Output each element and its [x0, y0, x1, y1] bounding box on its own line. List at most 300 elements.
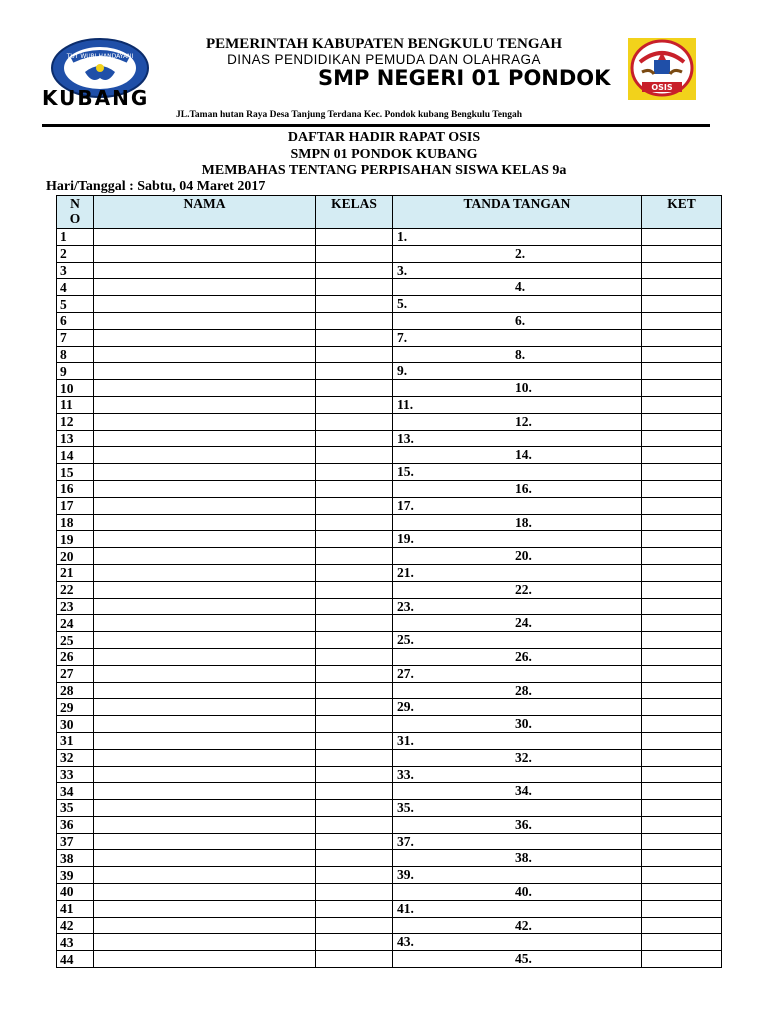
- table-row: [57, 732, 722, 749]
- row-number: 30: [57, 716, 94, 733]
- name-cell[interactable]: [94, 363, 316, 380]
- ket-cell[interactable]: [642, 396, 722, 413]
- ket-cell[interactable]: [642, 766, 722, 783]
- attendance-table: [56, 195, 722, 968]
- meeting-date: Hari/Tanggal : Sabtu, 04 Maret 2017: [46, 179, 266, 194]
- ket-cell[interactable]: [642, 464, 722, 481]
- row-number: 7: [57, 329, 94, 346]
- ket-cell[interactable]: [642, 951, 722, 968]
- signature-cell[interactable]: [393, 312, 642, 329]
- signature-number: 20.: [515, 548, 532, 564]
- signature-cell[interactable]: [393, 480, 642, 497]
- signature-number: 45.: [515, 951, 532, 967]
- signature-cell[interactable]: [393, 497, 642, 514]
- class-cell[interactable]: [316, 346, 393, 363]
- name-cell[interactable]: [94, 279, 316, 296]
- name-cell[interactable]: [94, 850, 316, 867]
- class-cell[interactable]: [316, 732, 393, 749]
- signature-cell[interactable]: [393, 749, 642, 766]
- signature-cell[interactable]: [393, 648, 642, 665]
- name-cell[interactable]: [94, 632, 316, 649]
- name-cell[interactable]: [94, 951, 316, 968]
- signature-number: 1.: [397, 229, 408, 244]
- signature-cell[interactable]: [393, 531, 642, 548]
- signature-number: 38.: [515, 850, 532, 866]
- name-cell[interactable]: [94, 480, 316, 497]
- name-cell[interactable]: [94, 665, 316, 682]
- signature-number: 6.: [515, 312, 526, 328]
- name-cell[interactable]: [94, 413, 316, 430]
- table-row: [57, 682, 722, 699]
- class-cell[interactable]: [316, 900, 393, 917]
- class-cell[interactable]: [316, 430, 393, 447]
- signature-number: 34.: [515, 783, 532, 799]
- ket-cell[interactable]: [642, 615, 722, 632]
- signature-cell[interactable]: [393, 934, 642, 951]
- table-row: [57, 430, 722, 447]
- table-header-row: [57, 196, 722, 229]
- class-cell[interactable]: [316, 783, 393, 800]
- signature-cell[interactable]: [393, 716, 642, 733]
- signature-cell[interactable]: [393, 564, 642, 581]
- name-cell[interactable]: [94, 783, 316, 800]
- row-number: 9: [57, 363, 94, 380]
- row-number: 38: [57, 850, 94, 867]
- row-number: 28: [57, 682, 94, 699]
- ket-cell[interactable]: [642, 749, 722, 766]
- name-cell[interactable]: [94, 396, 316, 413]
- signature-cell[interactable]: [393, 598, 642, 615]
- table-row: [57, 716, 722, 733]
- table-row: [57, 279, 722, 296]
- name-cell[interactable]: [94, 749, 316, 766]
- signature-number: 42.: [515, 917, 532, 933]
- ket-cell[interactable]: [642, 531, 722, 548]
- table-row: [57, 951, 722, 968]
- signature-cell[interactable]: [393, 245, 642, 262]
- ket-cell[interactable]: [642, 514, 722, 531]
- class-cell[interactable]: [316, 934, 393, 951]
- name-cell[interactable]: [94, 732, 316, 749]
- signature-number: 10.: [515, 380, 532, 396]
- name-cell[interactable]: [94, 514, 316, 531]
- signature-cell[interactable]: [393, 867, 642, 884]
- name-cell[interactable]: [94, 699, 316, 716]
- ket-cell[interactable]: [642, 917, 722, 934]
- signature-cell[interactable]: [393, 917, 642, 934]
- ket-cell[interactable]: [642, 312, 722, 329]
- signature-cell[interactable]: [393, 615, 642, 632]
- signature-cell[interactable]: [393, 380, 642, 397]
- row-number: 34: [57, 783, 94, 800]
- signature-number: 40.: [515, 884, 532, 900]
- name-cell[interactable]: [94, 296, 316, 313]
- signature-cell[interactable]: [393, 900, 642, 917]
- name-cell[interactable]: [94, 564, 316, 581]
- ket-cell[interactable]: [642, 548, 722, 565]
- ket-cell[interactable]: [642, 816, 722, 833]
- table-row: [57, 548, 722, 565]
- row-number: 27: [57, 665, 94, 682]
- signature-cell[interactable]: [393, 447, 642, 464]
- signature-number: 8.: [515, 346, 526, 362]
- header-nama: NAMA: [94, 196, 316, 229]
- signature-cell[interactable]: [393, 262, 642, 279]
- row-number: 10: [57, 380, 94, 397]
- table-row: [57, 598, 722, 615]
- table-row: [57, 464, 722, 481]
- row-number: 37: [57, 833, 94, 850]
- row-number: 23: [57, 598, 94, 615]
- table-row: [57, 447, 722, 464]
- table-row: [57, 816, 722, 833]
- signature-number: 23.: [397, 598, 414, 614]
- class-cell[interactable]: [316, 296, 393, 313]
- right-logo-text: OSIS: [651, 83, 673, 92]
- ket-cell[interactable]: [642, 245, 722, 262]
- table-row: [57, 413, 722, 430]
- ket-cell[interactable]: [642, 833, 722, 850]
- ket-cell[interactable]: [642, 296, 722, 313]
- row-number: 39: [57, 867, 94, 884]
- signature-number: 9.: [397, 363, 408, 379]
- ket-cell[interactable]: [642, 732, 722, 749]
- name-cell[interactable]: [94, 312, 316, 329]
- signature-cell[interactable]: [393, 951, 642, 968]
- name-cell[interactable]: [94, 464, 316, 481]
- row-number: 1: [57, 229, 94, 246]
- ket-cell[interactable]: [642, 632, 722, 649]
- table-row: [57, 632, 722, 649]
- signature-cell[interactable]: [393, 279, 642, 296]
- name-cell[interactable]: [94, 934, 316, 951]
- row-number: 42: [57, 917, 94, 934]
- class-cell[interactable]: [316, 766, 393, 783]
- signature-number: 2.: [515, 245, 526, 261]
- header-line-1: PEMERINTAH KABUPATEN BENGKULU TENGAH: [205, 36, 562, 52]
- table-row: [57, 900, 722, 917]
- signature-number: 14.: [515, 447, 532, 463]
- class-cell[interactable]: [316, 699, 393, 716]
- signature-cell[interactable]: [393, 329, 642, 346]
- signature-number: 28.: [515, 682, 532, 698]
- signature-number: 33.: [397, 766, 414, 782]
- ket-cell[interactable]: [642, 346, 722, 363]
- signature-cell[interactable]: [393, 396, 642, 413]
- ket-cell[interactable]: [642, 581, 722, 598]
- signature-cell[interactable]: [393, 464, 642, 481]
- signature-number: 13.: [397, 430, 414, 446]
- class-cell[interactable]: [316, 816, 393, 833]
- class-cell[interactable]: [316, 749, 393, 766]
- ket-cell[interactable]: [642, 497, 722, 514]
- table-row: [57, 766, 722, 783]
- class-cell[interactable]: [316, 262, 393, 279]
- class-cell[interactable]: [316, 497, 393, 514]
- school-name: SMP NEGERI 01 PONDOK: [318, 66, 611, 90]
- table-row: [57, 480, 722, 497]
- name-cell[interactable]: [94, 800, 316, 817]
- row-number: 22: [57, 581, 94, 598]
- signature-number: 26.: [515, 648, 532, 664]
- name-cell[interactable]: [94, 816, 316, 833]
- table-row: [57, 312, 722, 329]
- name-cell[interactable]: [94, 833, 316, 850]
- left-logo-text: TUT WURI HANDAYANI: [66, 53, 134, 60]
- name-cell[interactable]: [94, 598, 316, 615]
- table-row: [57, 296, 722, 313]
- name-cell[interactable]: [94, 262, 316, 279]
- class-cell[interactable]: [316, 329, 393, 346]
- signature-number: 16.: [515, 480, 532, 496]
- row-number: 36: [57, 816, 94, 833]
- class-cell[interactable]: [316, 279, 393, 296]
- name-cell[interactable]: [94, 917, 316, 934]
- table-row: [57, 850, 722, 867]
- signature-cell[interactable]: [393, 800, 642, 817]
- class-cell[interactable]: [316, 716, 393, 733]
- signature-cell[interactable]: [393, 884, 642, 901]
- signature-cell[interactable]: [393, 413, 642, 430]
- signature-cell[interactable]: [393, 833, 642, 850]
- signature-cell[interactable]: [393, 346, 642, 363]
- signature-cell[interactable]: [393, 514, 642, 531]
- row-number: 15: [57, 464, 94, 481]
- signature-number: 27.: [397, 665, 414, 681]
- ket-cell[interactable]: [642, 363, 722, 380]
- class-cell[interactable]: [316, 581, 393, 598]
- table-row: [57, 665, 722, 682]
- row-number: 13: [57, 430, 94, 447]
- ket-cell[interactable]: [642, 447, 722, 464]
- table-row: [57, 800, 722, 817]
- name-cell[interactable]: [94, 884, 316, 901]
- name-cell[interactable]: [94, 531, 316, 548]
- ket-cell[interactable]: [642, 413, 722, 430]
- name-cell[interactable]: [94, 380, 316, 397]
- table-row: [57, 531, 722, 548]
- class-cell[interactable]: [316, 850, 393, 867]
- row-number: 14: [57, 447, 94, 464]
- ket-cell[interactable]: [642, 699, 722, 716]
- ket-cell[interactable]: [642, 598, 722, 615]
- class-cell[interactable]: [316, 884, 393, 901]
- ket-cell[interactable]: [642, 867, 722, 884]
- signature-number: 12.: [515, 413, 532, 429]
- document-topic: MEMBAHAS TENTANG PERPISAHAN SISWA KELAS 9a: [201, 163, 567, 178]
- ket-cell[interactable]: [642, 682, 722, 699]
- signature-number: 7.: [397, 329, 408, 345]
- table-row: [57, 884, 722, 901]
- class-cell[interactable]: [316, 396, 393, 413]
- name-cell[interactable]: [94, 329, 316, 346]
- signature-cell[interactable]: [393, 783, 642, 800]
- signature-number: 18.: [515, 514, 532, 530]
- row-number: 6: [57, 312, 94, 329]
- signature-number: 22.: [515, 581, 532, 597]
- signature-number: 11.: [397, 396, 414, 412]
- name-cell[interactable]: [94, 867, 316, 884]
- row-number: 5: [57, 296, 94, 313]
- name-cell[interactable]: [94, 900, 316, 917]
- signature-cell[interactable]: [393, 732, 642, 749]
- class-cell[interactable]: [316, 363, 393, 380]
- class-cell[interactable]: [316, 917, 393, 934]
- signature-cell[interactable]: [393, 430, 642, 447]
- class-cell[interactable]: [316, 951, 393, 968]
- name-cell[interactable]: [94, 430, 316, 447]
- class-cell[interactable]: [316, 531, 393, 548]
- class-cell[interactable]: [316, 833, 393, 850]
- ket-cell[interactable]: [642, 279, 722, 296]
- row-number: 11: [57, 396, 94, 413]
- class-cell[interactable]: [316, 867, 393, 884]
- ket-cell[interactable]: [642, 480, 722, 497]
- class-cell[interactable]: [316, 548, 393, 565]
- class-cell[interactable]: [316, 564, 393, 581]
- class-cell[interactable]: [316, 648, 393, 665]
- signature-cell[interactable]: [393, 682, 642, 699]
- table-row: [57, 262, 722, 279]
- class-cell[interactable]: [316, 480, 393, 497]
- osis-emblem-icon: [628, 38, 696, 100]
- ket-cell[interactable]: [642, 884, 722, 901]
- signature-number: 25.: [397, 632, 414, 648]
- table-row: [57, 934, 722, 951]
- ket-cell[interactable]: [642, 329, 722, 346]
- signature-cell[interactable]: [393, 816, 642, 833]
- header-divider: [42, 124, 710, 127]
- row-number: 18: [57, 514, 94, 531]
- signature-number: 29.: [397, 699, 414, 715]
- table-row: [57, 699, 722, 716]
- signature-cell[interactable]: [393, 363, 642, 380]
- signature-number: 24.: [515, 615, 532, 631]
- signature-cell[interactable]: [393, 632, 642, 649]
- table-row: [57, 363, 722, 380]
- name-cell[interactable]: [94, 615, 316, 632]
- signature-cell[interactable]: [393, 699, 642, 716]
- signature-cell[interactable]: [393, 581, 642, 598]
- name-cell[interactable]: [94, 245, 316, 262]
- class-cell[interactable]: [316, 245, 393, 262]
- table-row: [57, 783, 722, 800]
- name-cell[interactable]: [94, 229, 316, 246]
- row-number: 17: [57, 497, 94, 514]
- name-cell[interactable]: [94, 548, 316, 565]
- table-row: [57, 564, 722, 581]
- ket-cell[interactable]: [642, 665, 722, 682]
- name-cell[interactable]: [94, 648, 316, 665]
- document-subtitle: SMPN 01 PONDOK KUBANG: [290, 147, 478, 162]
- name-cell[interactable]: [94, 766, 316, 783]
- signature-number: 32.: [515, 749, 532, 765]
- row-number: 24: [57, 615, 94, 632]
- name-cell[interactable]: [94, 497, 316, 514]
- name-cell[interactable]: [94, 682, 316, 699]
- name-cell[interactable]: [94, 716, 316, 733]
- table-row: [57, 497, 722, 514]
- document-title: DAFTAR HADIR RAPAT OSIS: [287, 130, 481, 145]
- header-tanda-tangan: TANDA TANGAN: [393, 196, 642, 229]
- signature-number: 31.: [397, 732, 414, 748]
- class-cell[interactable]: [316, 447, 393, 464]
- row-number: 20: [57, 548, 94, 565]
- ket-cell[interactable]: [642, 934, 722, 951]
- ket-cell[interactable]: [642, 800, 722, 817]
- class-cell[interactable]: [316, 312, 393, 329]
- table-row: [57, 581, 722, 598]
- class-cell[interactable]: [316, 800, 393, 817]
- class-cell[interactable]: [316, 598, 393, 615]
- signature-number: 41.: [397, 900, 414, 916]
- signature-number: 36.: [515, 816, 532, 832]
- table-row: [57, 396, 722, 413]
- ket-cell[interactable]: [642, 900, 722, 917]
- signature-number: 30.: [515, 716, 532, 732]
- ket-cell[interactable]: [642, 783, 722, 800]
- signature-number: 43.: [397, 934, 414, 950]
- signature-cell[interactable]: [393, 850, 642, 867]
- table-row: [57, 229, 722, 246]
- class-cell[interactable]: [316, 615, 393, 632]
- row-number: 40: [57, 884, 94, 901]
- signature-number: 15.: [397, 464, 414, 480]
- name-cell[interactable]: [94, 581, 316, 598]
- row-number: 2: [57, 245, 94, 262]
- header-no-line1: N: [70, 196, 80, 211]
- class-cell[interactable]: [316, 665, 393, 682]
- class-cell[interactable]: [316, 682, 393, 699]
- row-number: 26: [57, 648, 94, 665]
- class-cell[interactable]: [316, 380, 393, 397]
- class-cell[interactable]: [316, 514, 393, 531]
- signature-cell[interactable]: [393, 766, 642, 783]
- header-kelas: KELAS: [316, 196, 393, 229]
- ket-cell[interactable]: [642, 716, 722, 733]
- ket-cell[interactable]: [642, 648, 722, 665]
- signature-cell[interactable]: [393, 229, 642, 246]
- ket-cell[interactable]: [642, 430, 722, 447]
- class-cell[interactable]: [316, 413, 393, 430]
- row-number: 16: [57, 480, 94, 497]
- ket-cell[interactable]: [642, 380, 722, 397]
- table-row: [57, 615, 722, 632]
- ket-cell[interactable]: [642, 564, 722, 581]
- signature-cell[interactable]: [393, 548, 642, 565]
- header-line-2: DINAS PENDIDIKAN PEMUDA DAN OLAHRAGA: [227, 52, 541, 67]
- class-cell[interactable]: [316, 229, 393, 246]
- row-number: 35: [57, 800, 94, 817]
- ket-cell[interactable]: [642, 262, 722, 279]
- row-number: 43: [57, 934, 94, 951]
- name-cell[interactable]: [94, 447, 316, 464]
- ket-cell[interactable]: [642, 229, 722, 246]
- signature-number: 19.: [397, 531, 414, 547]
- row-number: 8: [57, 346, 94, 363]
- signature-cell[interactable]: [393, 665, 642, 682]
- ket-cell[interactable]: [642, 850, 722, 867]
- signature-number: 37.: [397, 833, 414, 849]
- class-cell[interactable]: [316, 464, 393, 481]
- header-no: [57, 196, 94, 229]
- signature-number: 3.: [397, 262, 408, 278]
- signature-cell[interactable]: [393, 296, 642, 313]
- row-number: 19: [57, 531, 94, 548]
- name-cell[interactable]: [94, 346, 316, 363]
- class-cell[interactable]: [316, 632, 393, 649]
- header-no-line2: O: [69, 211, 81, 226]
